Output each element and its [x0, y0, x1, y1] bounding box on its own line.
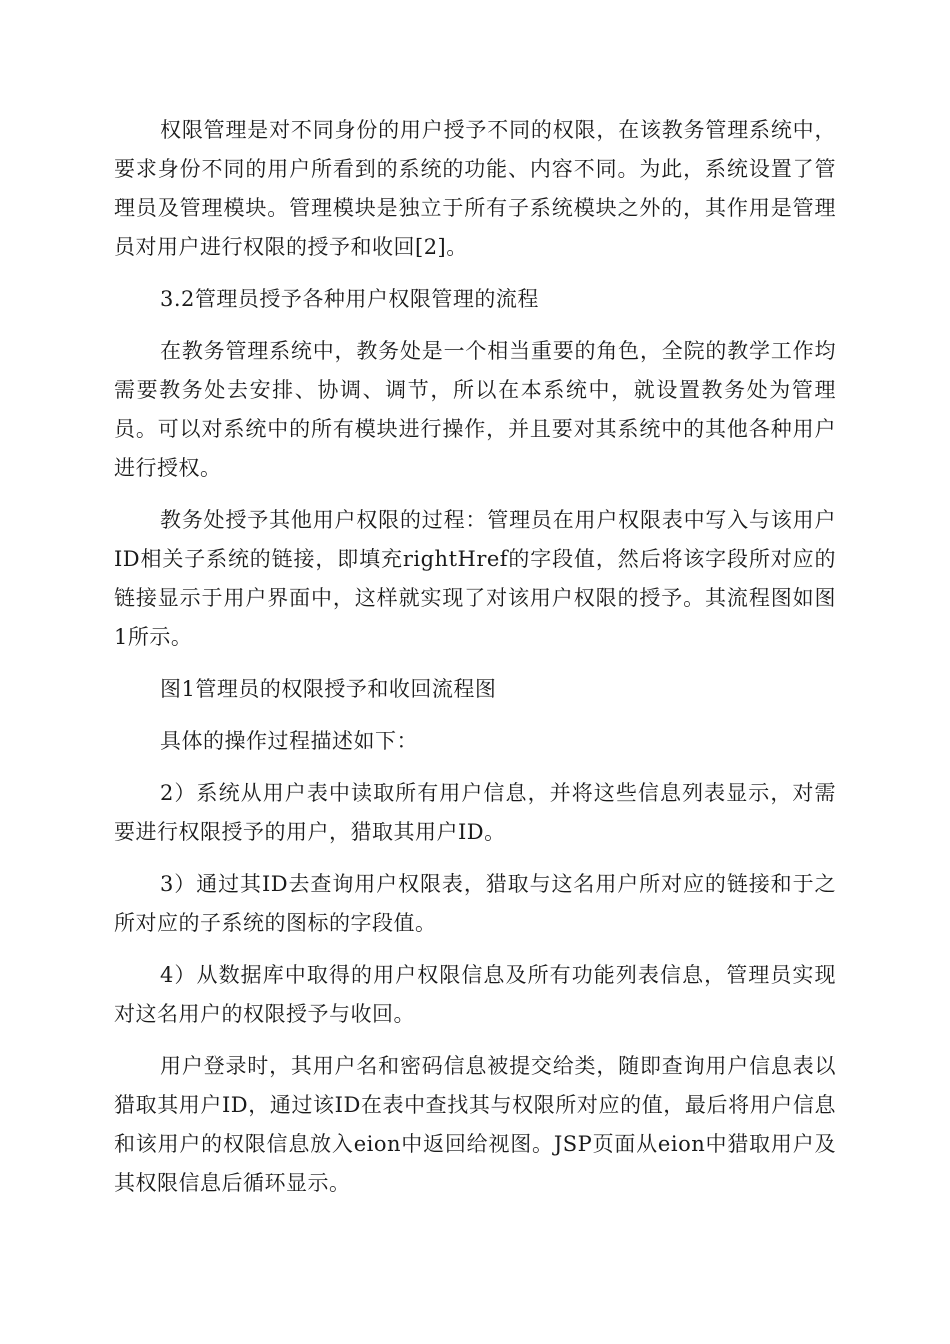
paragraph-steps-intro: 具体的操作过程描述如下：: [160, 729, 418, 753]
document-body: [114, 111, 836, 1216]
paragraph-intro: 权限管理是对不同身份的用户授予不同的权限，在该教务管理系统中，要求身份不同的用户所看到的系统的功能、内容不同。为此，系统设置了管理员及管理模块。管理模块是独立于所有子系统模块之外的，其作用是管理员对用户进行权限的授予和收回[2]。: [114, 118, 836, 259]
paragraph-admin-role: 在教务管理系统中，教务处是一个相当重要的角色，全院的教学工作均需要教务处去安排、协调、调节，所以在本系统中，就设置教务处为管理员。可以对系统中的所有模块进行操作，并且要对其系统中的其他各种用户进行授权。: [114, 339, 836, 480]
section-heading: 3.2管理员授予各种用户权限管理的流程: [160, 287, 539, 311]
list-item-step-2: 2）系统从用户表中读取所有用户信息，并将这些信息列表显示，对需要进行权限授予的用户，猎取其用户ID。: [114, 781, 836, 844]
figure-caption: 图1管理员的权限授予和收回流程图: [160, 677, 497, 701]
paragraph-login-flow: 用户登录时，其用户名和密码信息被提交给类，随即查询用户信息表以猎取其用户ID，通过该ID在表中查找其与权限所对应的值，最后将用户信息和该用户的权限信息放入eion中返回给视图。JSP页面从eion中猎取用户及其权限信息后循环显示。: [114, 1054, 836, 1195]
paragraph-grant-process: 教务处授予其他用户权限的过程：管理员在用户权限表中写入与该用户ID相关子系统的链接，即填充rightHref的字段值，然后将该字段所对应的链接显示于用户界面中，这样就实现了对该用户权限的授予。其流程图如图1所示。: [114, 508, 836, 649]
list-item-step-3: 3）通过其ID去查询用户权限表，猎取与这名用户所对应的链接和于之所对应的子系统的图标的字段值。: [114, 872, 836, 935]
list-item-step-4: 4）从数据库中取得的用户权限信息及所有功能列表信息，管理员实现对这名用户的权限授予与收回。: [114, 963, 836, 1026]
